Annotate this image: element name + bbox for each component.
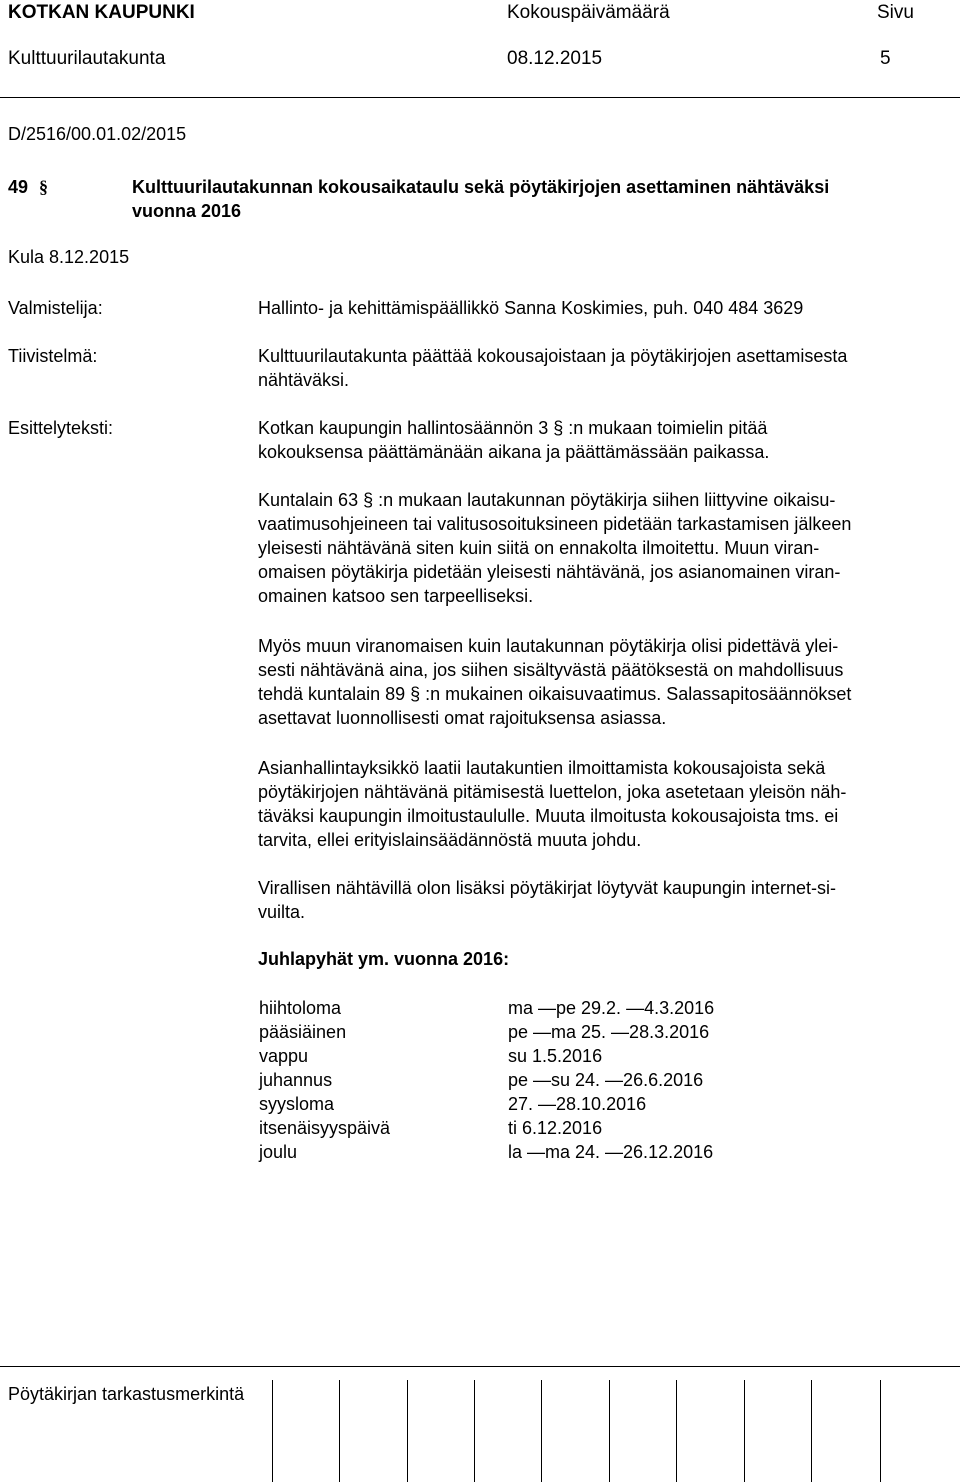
- signature-column-divider: [541, 1380, 542, 1482]
- signature-column-divider: [744, 1380, 745, 1482]
- holiday-dates: pe —su 24. —26.6.2016: [508, 1070, 704, 1090]
- presentation-paragraph-2: Kuntalain 63 § :n mukaan lautakunnan pöytäkirja siihen liittyvine oikaisu- vaatimusohjeineen tai valitusosoituksineen pidetään tarkastamisen jälkeen yleisesti nähtävänä siten kuin siitä on ennakolta ilmoitettu. Muun viran- omaisen pöytäkirja pidetään yleisesti nähtävänä, jos asianomainen viran- omainen katsoo sen tarpeelliseksi.: [258, 490, 852, 606]
- section-sign: §: [39, 177, 49, 197]
- signature-column-divider: [811, 1380, 812, 1482]
- presentation-label: Esittelyteksti:: [8, 418, 114, 438]
- holiday-name: syysloma: [259, 1094, 335, 1114]
- header-rule: [0, 97, 960, 98]
- meeting-date: 08.12.2015: [507, 48, 603, 69]
- org-name: KOTKAN KAUPUNKI: [8, 2, 195, 23]
- holiday-dates: 27. —28.10.2016: [508, 1094, 647, 1114]
- item-title-line1: Kulttuurilautakunnan kokousaikataulu sekä pöytäkirjojen asettaminen nähtäväksi: [132, 177, 830, 197]
- holiday-name: joulu: [259, 1142, 298, 1162]
- holiday-row: [259, 1020, 710, 1044]
- holiday-row: [259, 1092, 647, 1116]
- holiday-name: pääsiäinen: [259, 1022, 347, 1042]
- holiday-dates: ma —pe 29.2. —4.3.2016: [508, 998, 715, 1018]
- signature-column-divider: [407, 1380, 408, 1482]
- holiday-name: vappu: [259, 1046, 309, 1066]
- kula-date: Kula 8.12.2015: [8, 247, 130, 267]
- summary-text: Kulttuurilautakunta päättää kokousajoistaan ja pöytäkirjojen asettamisesta nähtäväksi.: [258, 346, 848, 390]
- signature-column-divider: [339, 1380, 340, 1482]
- page-label: Sivu: [877, 2, 914, 23]
- footer-label: Pöytäkirjan tarkastusmerkintä: [8, 1384, 245, 1404]
- preparer-label: Valmistelija:: [8, 298, 103, 318]
- holiday-row: [259, 1044, 603, 1068]
- preparer-value: Hallinto- ja kehittämispäällikkö Sanna Koskimies, puh. 040 484 3629: [258, 298, 804, 318]
- holiday-name: hiihtoloma: [259, 998, 342, 1018]
- holiday-dates: su 1.5.2016: [508, 1046, 603, 1066]
- committee-name: Kulttuurilautakunta: [8, 48, 166, 69]
- document-number: D/2516/00.01.02/2015: [8, 124, 187, 144]
- holidays-heading: Juhlapyhät ym. vuonna 2016:: [258, 949, 510, 969]
- page-number: 5: [880, 48, 891, 69]
- signature-column-divider: [676, 1380, 677, 1482]
- presentation-paragraph-1: Kotkan kaupungin hallintosäännön 3 § :n mukaan toimielin pitää kokouksensa päättämänään aikana ja päättämässään paikassa.: [258, 418, 770, 462]
- presentation-paragraph-3: Myös muun viranomaisen kuin lautakunnan pöytäkirja olisi pidettävä ylei- sesti nähtävänä aina, jos siihen sisältyvästä päätöksestä on mahdollisuus tehdä kuntalain 89 § :n mukainen oikaisuvaatimus. Salassapitosäännökset asettavat luonnollisesti omat rajoituksensa asiassa.: [258, 636, 852, 728]
- holiday-row: [259, 1068, 704, 1092]
- holiday-row: [259, 1116, 603, 1140]
- item-number: 49 §: [8, 177, 49, 197]
- presentation-paragraph-4: Asianhallintayksikkö laatii lautakuntien ilmoittamista kokousajoista sekä pöytäkirjojen nähtävänä pitämisestä luettelon, joka asetetaan yleisön näh- täväksi kaupungin ilmoitustaululle. Muuta ilmoitusta kokousajoista tms. ei tarvita, ellei erityislainsäädännöstä muuta johdu.: [258, 758, 847, 850]
- presentation-paragraph-5: Virallisen nähtävillä olon lisäksi pöytäkirjat löytyvät kaupungin internet-si- vuilta.: [258, 878, 836, 922]
- holiday-row: [259, 996, 715, 1020]
- holiday-name: itsenäisyyspäivä: [259, 1118, 391, 1138]
- holiday-dates: ti 6.12.2016: [508, 1118, 603, 1138]
- date-label: Kokouspäivämäärä: [507, 2, 670, 23]
- signature-column-divider: [880, 1380, 881, 1482]
- holiday-dates: pe —ma 25. —28.3.2016: [508, 1022, 710, 1042]
- signature-column-divider: [474, 1380, 475, 1482]
- holiday-dates: la —ma 24. —26.12.2016: [508, 1142, 714, 1162]
- item-title-line2: vuonna 2016: [132, 201, 242, 221]
- summary-label: Tiivistelmä:: [8, 346, 98, 366]
- signature-column-divider: [609, 1380, 610, 1482]
- holiday-row: [259, 1140, 714, 1164]
- signature-column-divider: [272, 1380, 273, 1482]
- holiday-name: juhannus: [259, 1070, 333, 1090]
